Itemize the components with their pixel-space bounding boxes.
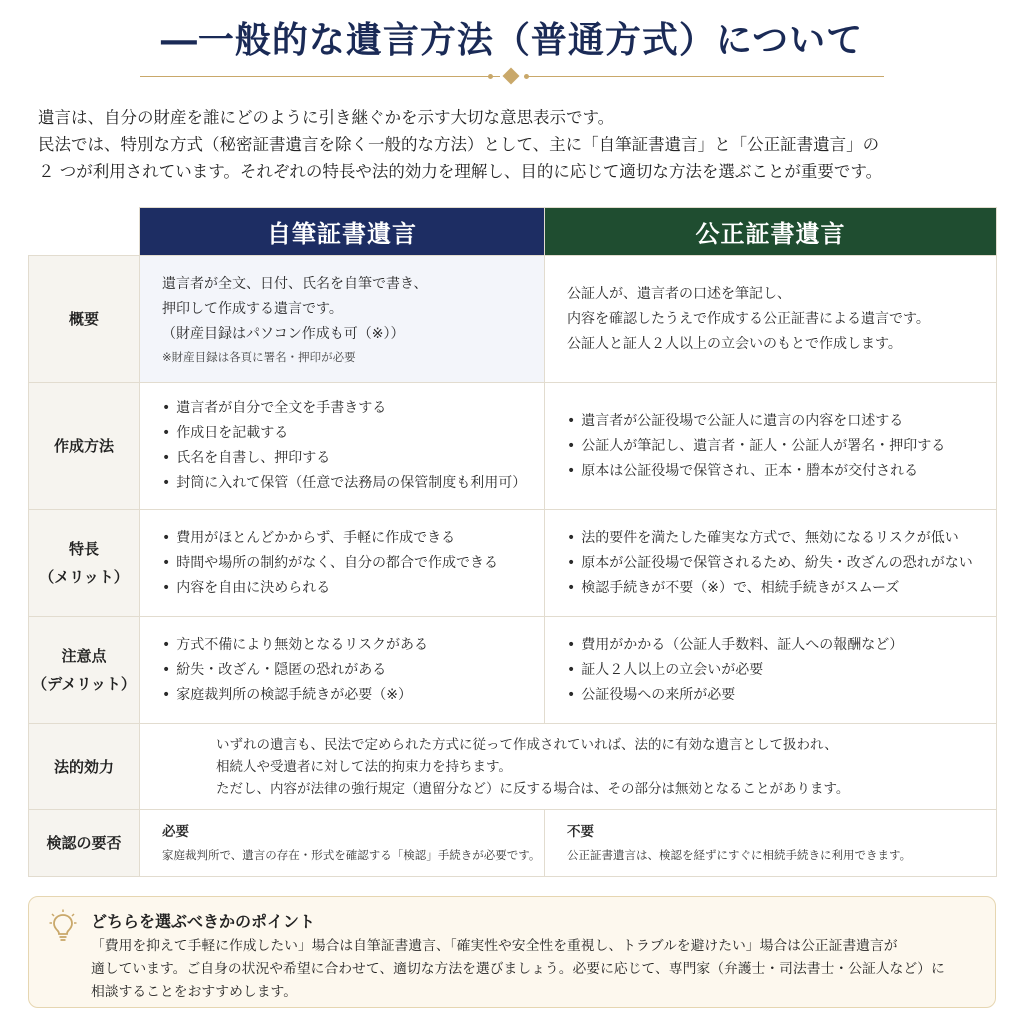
text-line: 適しています。ご自身の状況や希望に合わせて、適切な方法を選びましょう。必要に応じて、専門家（弁護士・司法書士・公証人など）に [91,961,945,977]
row-merits [29,510,997,617]
probate-notarial [545,810,997,877]
list-item: • 費用がほとんどかからず、手軽に作成できる [162,526,522,551]
row-demerits [29,617,997,724]
list-item: • 紛失・改ざん・隠匿の恐れがある [162,658,522,683]
list-item: • 原本は公証役場で保管され、正本・謄本が交付される [567,459,974,484]
tip-title: どちらを選ぶべきかのポイント [91,912,316,931]
header-blank-cell [29,208,140,256]
list-item: • 氏名を自書し、押印する [162,446,522,471]
merits-holographic [140,510,545,617]
text-line: いずれの遺言も、民法で定められた方式に従って作成されていれば、法的に有効な遺言として扱われ、 [216,736,838,753]
merits-notarial [545,510,997,617]
lightbulb-icon [49,909,77,943]
title-divider [140,68,884,86]
page-title: ―一般的な遺言方法（普通方式）について [160,19,864,61]
list-item: • 費用がかかる（公証人手数料、証人への報酬など） [567,633,974,658]
probate-not-required: 不要 [567,824,594,840]
text-line: 相談することをおすすめします。 [91,984,297,1000]
list-item: • 方式不備により無効となるリスクがある [162,633,522,658]
probate-desc: 公正証書遺言は、検認を経ずにすぐに相続手続きに利用できます。 [567,848,912,862]
list-item: • 封筒に入れて保管（任意で法務局の保管制度も利用可） [162,471,522,496]
intro-line: 遺言は、自分の財産を誰にどのように引き継ぐかを示す大切な意思表示です。 [38,108,615,127]
text-line: （財産目録はパソコン作成も可（※）） [162,325,405,342]
list-item: • 内容を自由に決められる [162,576,522,601]
method-holographic [140,383,545,510]
overview-notarial [545,256,997,383]
text-line: 内容を確認したうえで作成する公正証書による遺言です。 [567,310,930,327]
text-line: 押印して作成する遺言です。 [162,300,343,317]
list-item: • 公証人が筆記し、遺言者・証人・公証人が署名・押印する [567,434,974,459]
text-line: 遺言者が全文、日付、氏名を自筆で書き、 [162,275,428,292]
intro-line: 民法では、特別な方式（秘密証書遺言を除く一般的な方法）として、主に「自筆証書遺言」と「公正証書遺言」の [38,135,880,154]
row-label-line: （メリット） [39,568,129,586]
diamond-ornament-icon [503,68,520,85]
list-item: • 証人２人以上の立会いが必要 [567,658,974,683]
probate-required: 必要 [162,824,189,840]
header-holographic-will: 自筆証書遺言 [140,208,545,256]
text-line: 公証人と証人２人以上の立会いのもとで作成します。 [567,335,902,352]
method-notarial [545,383,997,510]
row-label-line: 特長 [68,540,99,558]
row-probate [29,810,997,877]
row-label: 検認の要否 [29,810,140,877]
footnote: ※財産目録は各頁に署名・押印が必要 [162,349,356,364]
list-item: • 法的要件を満たした確実な方式で、無効になるリスクが低い [567,526,974,551]
list-item: • 家庭裁判所の検認手続きが必要（※） [162,683,522,708]
demerits-holographic [140,617,545,724]
legal-effect-text [140,724,997,810]
row-overview [29,256,997,383]
tip-body [91,935,981,1004]
comparison-table [28,207,997,877]
row-label-line: （デメリット） [32,675,136,693]
overview-holographic [140,256,545,383]
tip-box [28,896,996,1008]
probate-desc: 家庭裁判所で、遺言の存在・形式を確認する「検認」手続きが必要です。 [162,848,541,862]
text-line: 「費用を抑えて手軽に作成したい」場合は自筆証書遺言、「確実性や安全性を重視し、トラブルを避けたい」場合は公正証書遺言が [91,938,898,954]
row-method [29,383,997,510]
text-line: 相続人や受遺者に対して法的拘束力を持ちます。 [216,758,512,775]
text-line: ただし、内容が法律の強行規定（遺留分など）に反する場合は、その部分は無効となることがあります。 [216,780,850,797]
intro-text [38,104,988,185]
probate-holographic [140,810,545,877]
list-item: • 作成日を記載する [162,421,522,446]
row-label-line: 注意点 [61,647,107,665]
row-label [29,617,140,724]
list-item: • 公証役場への来所が必要 [567,683,974,708]
list-item: • 時間や場所の制約がなく、自分の都合で作成できる [162,551,522,576]
list-item: • 原本が公証役場で保管されるため、紛失・改ざんの恐れがない [567,551,974,576]
row-label: 作成方法 [29,383,140,510]
row-label: 概要 [29,256,140,383]
header-notarial-will: 公正証書遺言 [545,208,997,256]
demerits-notarial [545,617,997,724]
row-label [29,510,140,617]
row-legal-effect [29,724,997,810]
list-item: • 遺言者が公証役場で公証人に遺言の内容を口述する [567,409,974,434]
text-line: 公証人が、遺言者の口述を筆記し、 [567,285,791,302]
intro-line: ２ つが利用されています。それぞれの特長や法的効力を理解し、目的に応じて適切な方法を選ぶことが重要です。 [38,162,883,181]
list-item: • 検認手続きが不要（※）で、相続手続きがスムーズ [567,576,974,601]
list-item: • 遺言者が自分で全文を手書きする [162,396,522,421]
row-label: 法的効力 [29,724,140,810]
